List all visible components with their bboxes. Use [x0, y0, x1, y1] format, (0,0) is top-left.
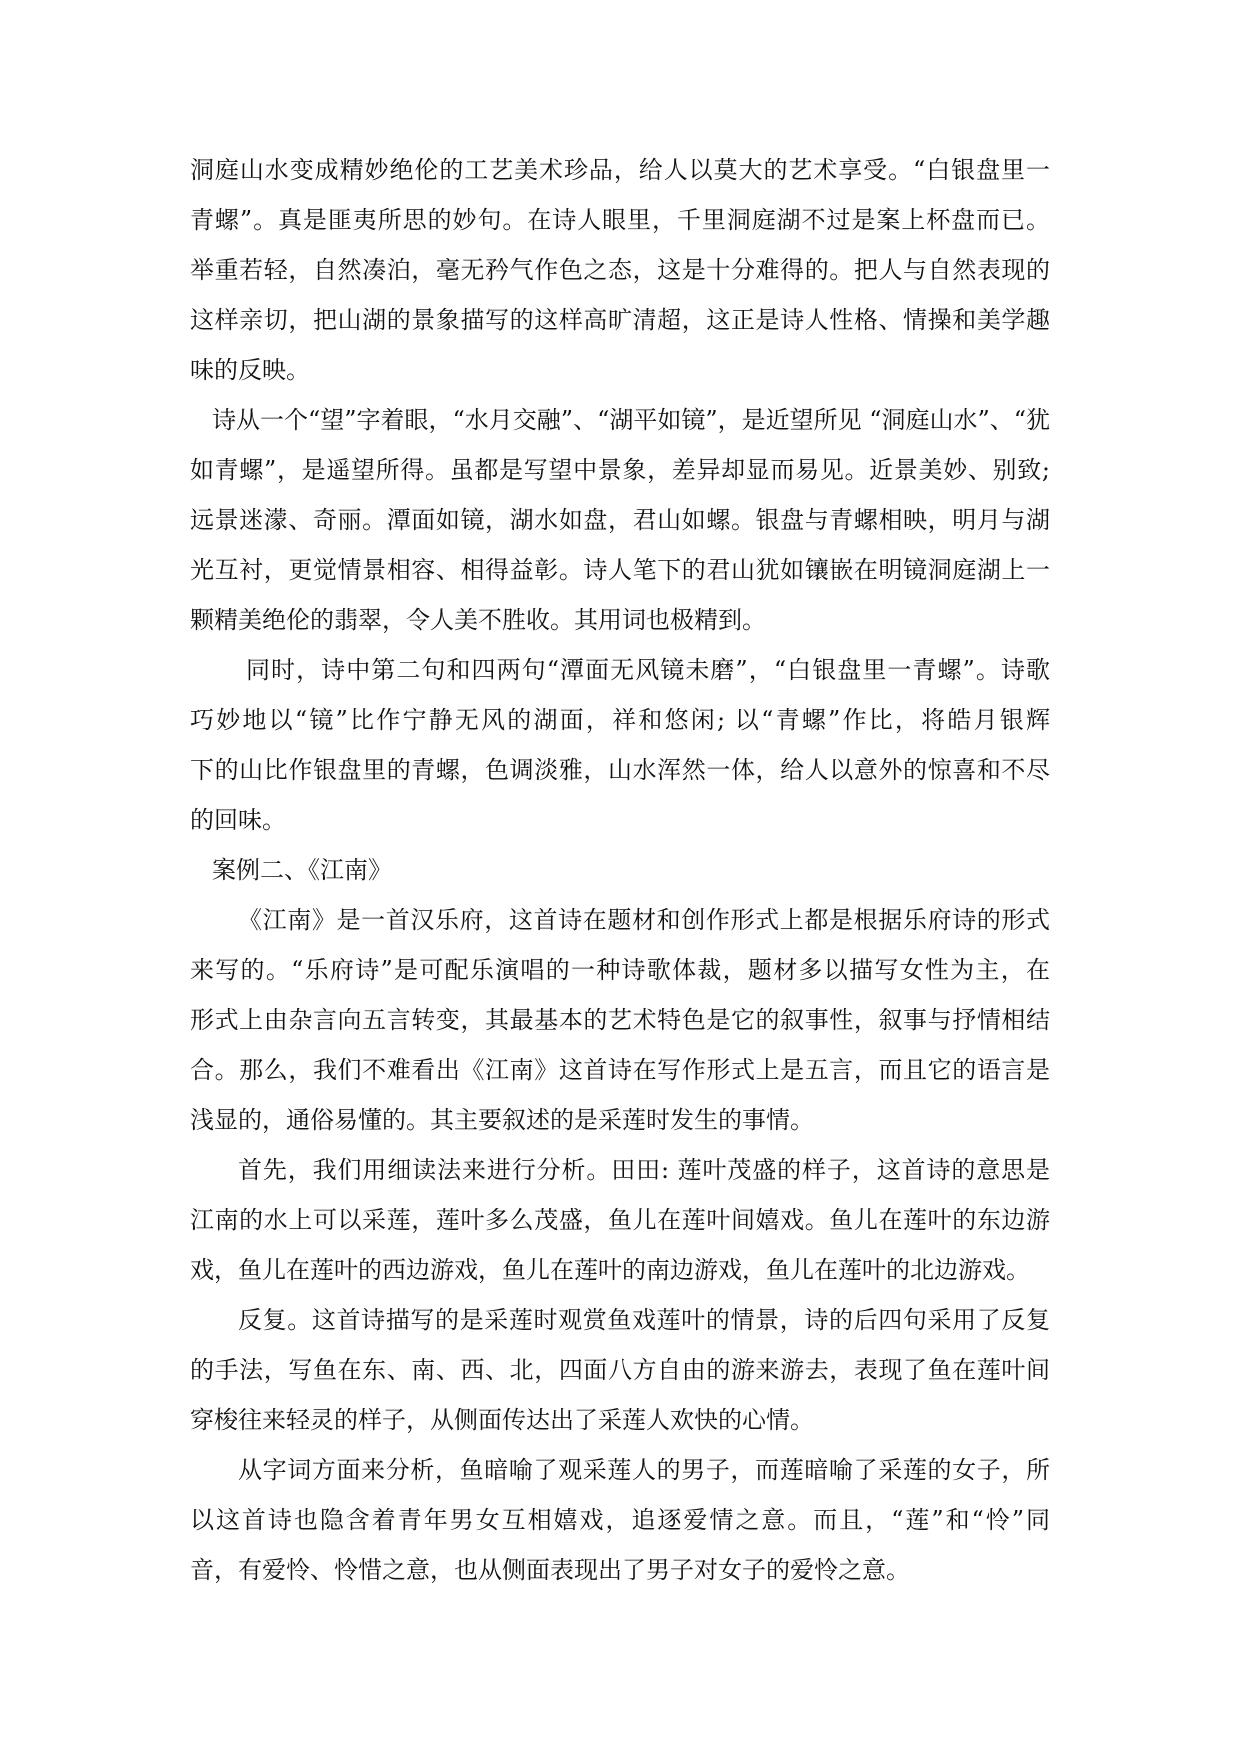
text-line: 的手法，写鱼在东、南、西、北，四面八方自由的游来游去，表现了鱼在莲叶间	[190, 1356, 1050, 1384]
text-line: 巧妙地以“镜”比作宁静无风的湖面，祥和悠闲; 以“青螺”作比，将皓月银辉	[190, 706, 1050, 734]
text-line: 合。那么，我们不难看出《江南》这首诗在写作形式上是五言，而且它的语言是	[190, 1056, 1050, 1084]
text-line: 远景迷濛、奇丽。潭面如镜，湖水如盘，君山如螺。银盘与青螺相映，明月与湖	[190, 506, 1050, 534]
text-line: 从字词方面来分析，鱼暗喻了观采莲人的男子，而莲暗喻了采莲的女子，所	[238, 1456, 1050, 1484]
text-line: 《江南》是一首汉乐府，这首诗在题材和创作形式上都是根据乐府诗的形式	[238, 906, 1050, 934]
text-line: 以这首诗也隐含着青年男女互相嬉戏，追逐爱情之意。而且，“莲”和“怜”同	[190, 1506, 1050, 1534]
paragraph	[190, 145, 1050, 395]
text-line: 味的反映。	[190, 356, 310, 384]
text-line: 颗精美绝伦的翡翠，令人美不胜收。其用词也极精到。	[190, 606, 766, 634]
text-line: 戏，鱼儿在莲叶的西边游戏，鱼儿在莲叶的南边游戏，鱼儿在莲叶的北边游戏。	[190, 1256, 1030, 1284]
paragraph	[190, 895, 1050, 1145]
text-line: 来写的。“乐府诗”是可配乐演唱的一种诗歌体裁，题材多以描写女性为主，在	[190, 956, 1050, 984]
document-page	[190, 145, 1050, 1595]
text-line: 浅显的，通俗易懂的。其主要叙述的是采莲时发生的事情。	[190, 1106, 814, 1134]
text-line: 形式上由杂言向五言转变，其最基本的艺术特色是它的叙事性，叙事与抒情相结	[190, 1006, 1050, 1034]
paragraph	[190, 1295, 1050, 1445]
text-line: 青螺”。真是匪夷所思的妙句。在诗人眼里，千里洞庭湖不过是案上杯盘而已。	[190, 206, 1050, 234]
text-line: 举重若轻，自然凑泊，毫无矜气作色之态，这是十分难得的。把人与自然表现的	[190, 256, 1050, 284]
paragraph	[190, 1445, 1050, 1595]
text-line: 案例二、《江南》	[212, 856, 392, 884]
section-heading	[190, 845, 1050, 895]
text-line: 同时，诗中第二句和四两句“潭面无风镜未磨”，“白银盘里一青螺”。诗歌	[246, 656, 1050, 684]
paragraph	[190, 645, 1050, 845]
text-line: 反复。这首诗描写的是采莲时观赏鱼戏莲叶的情景，诗的后四句采用了反复	[238, 1306, 1050, 1334]
text-line: 音，有爱怜、怜惜之意，也从侧面表现出了男子对女子的爱怜之意。	[190, 1556, 910, 1584]
text-line: 如青螺”，是遥望所得。虽都是写望中景象，差异却显而易见。近景美妙、别致;	[190, 456, 1050, 484]
paragraph	[190, 1145, 1050, 1295]
text-line: 下的山比作银盘里的青螺，色调淡雅，山水浑然一体，给人以意外的惊喜和不尽	[190, 756, 1050, 784]
text-line: 这样亲切，把山湖的景象描写的这样高旷清超，这正是诗人性格、情操和美学趣	[190, 306, 1050, 334]
text-line: 江南的水上可以采莲，莲叶多么茂盛，鱼儿在莲叶间嬉戏。鱼儿在莲叶的东边游	[190, 1206, 1050, 1234]
text-line: 穿梭往来轻灵的样子，从侧面传达出了采莲人欢快的心情。	[190, 1406, 814, 1434]
text-line: 的回味。	[190, 806, 286, 834]
text-line: 洞庭山水变成精妙绝伦的工艺美术珍品，给人以莫大的艺术享受。“白银盘里一	[190, 156, 1050, 184]
paragraph	[190, 395, 1050, 645]
text-line: 首先，我们用细读法来进行分析。田田: 莲叶茂盛的样子，这首诗的意思是	[238, 1156, 1050, 1184]
text-line: 光互衬，更觉情景相容、相得益彰。诗人笔下的君山犹如镶嵌在明镜洞庭湖上一	[190, 556, 1050, 584]
text-line: 诗从一个“望”字着眼，“水月交融”、“湖平如镜”，是近望所见 “洞庭山水”、“犹	[212, 406, 1051, 434]
